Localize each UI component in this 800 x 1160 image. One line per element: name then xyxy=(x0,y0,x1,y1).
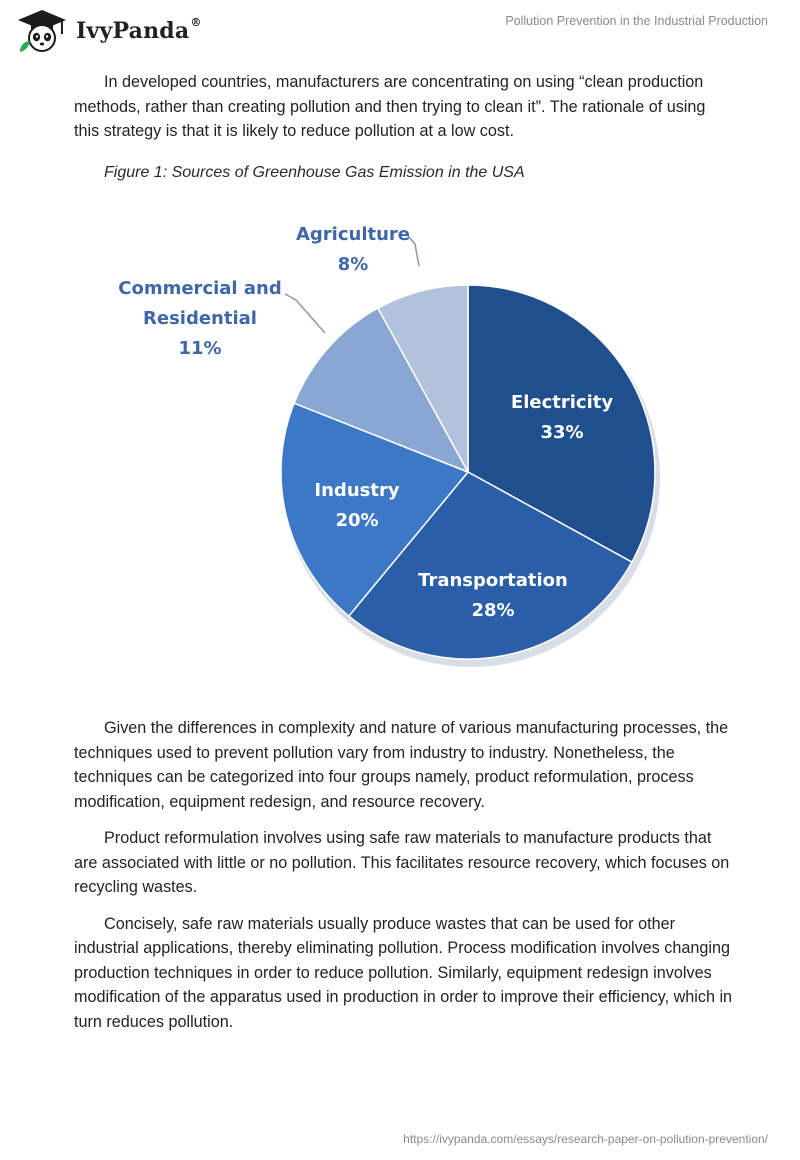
paragraph-4: Concisely, safe raw materials usually produce wastes that can be used for other industrial applications, thereby eliminating pollution. Process modification involves changing production techniques in order to reduce pollution. Similarly, equipment redesign involves modification of the apparatus used in production in order to improve their efficiency, which in turn reduces pollution. xyxy=(74,914,733,1031)
page-header xyxy=(0,0,800,60)
brand-logo[interactable] xyxy=(14,8,202,54)
leader-line xyxy=(285,294,325,333)
document-title: Pollution Prevention in the Industrial Production xyxy=(505,14,768,28)
paragraph-2: Given the differences in complexity and nature of various manufacturing processes, the techniques used to prevent pollution vary from industry to industry. Nonetheless, the techniques can be categorized into four groups namely, product reformulation, process modification, equipment redesign, and resource recovery. xyxy=(74,719,729,811)
article-body xyxy=(74,70,734,144)
brand-name: IvyPanda® xyxy=(76,16,202,44)
slice-label-industry: Industry 20% xyxy=(314,480,400,531)
slice-label-agriculture: Agriculture 8% xyxy=(295,224,411,275)
pie-chart xyxy=(110,210,690,700)
article-body-continued xyxy=(74,716,734,1034)
figure-caption: Figure 1: Sources of Greenhouse Gas Emission in the USA xyxy=(104,164,525,181)
slice-label-electricity: Electricity 33% xyxy=(510,392,614,443)
pie-chart-svg xyxy=(110,210,690,700)
slice-label-transportation: Transportation 28% xyxy=(418,570,568,621)
paragraph-1: In developed countries, manufacturers are concentrating on using “clean production methods, rather than creating pollution and then trying to clean it”. The rationale of using this strategy is that it is likely to reduce pollution at a low cost. xyxy=(74,73,706,140)
source-url[interactable]: https://ivypanda.com/essays/research-paper-on-pollution-prevention/ xyxy=(403,1132,768,1146)
panda-logo-icon xyxy=(14,8,70,54)
paragraph-3: Product reformulation involves using safe raw materials to manufacture products that are associated with little or no pollution. This facilitates resource recovery, which focuses on recycling wastes. xyxy=(74,829,730,896)
slice-label-commercial-and-residential: Commercial and Residential 11% xyxy=(118,278,282,359)
